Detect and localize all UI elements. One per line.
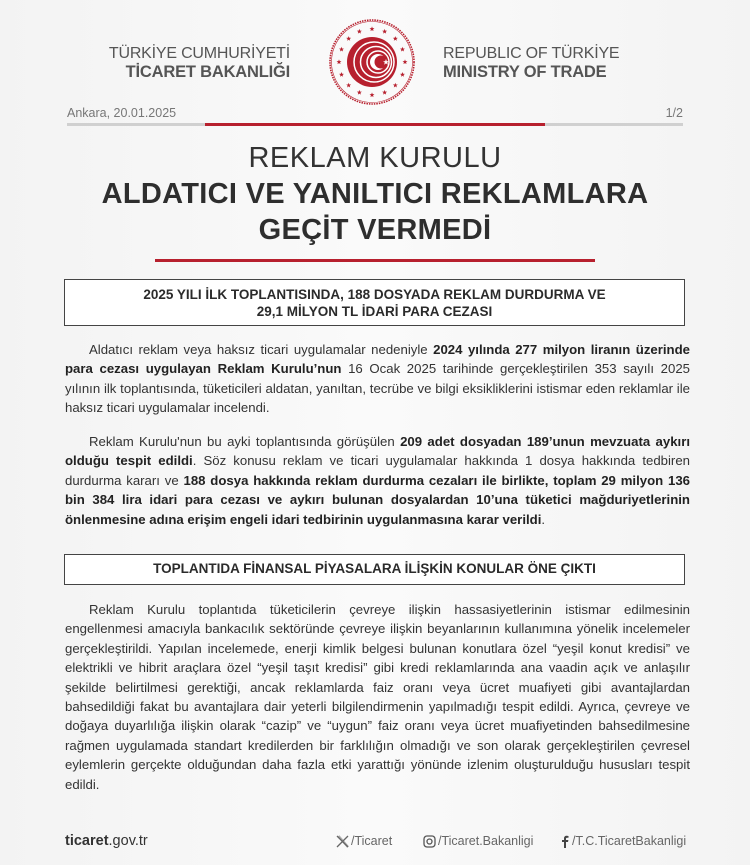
social-x-link[interactable] [336, 834, 392, 848]
emblem-star-icon [393, 83, 398, 88]
social-instagram-label: /Ticaret.Bakanligi [438, 834, 534, 848]
emblem-star-icon [337, 59, 342, 64]
header-ministry-tr: TİCARET BAKANLIĞI [125, 63, 290, 81]
social-facebook-label: /T.C.TicaretBakanligi [572, 834, 687, 848]
header-turkish-name [109, 44, 290, 82]
emblem-star-icon [382, 29, 387, 34]
paragraph-1-bold: 2024 yılında 277 milyon liranın üzerinde para cezası uygulayan Reklam Kurulu’nun [65, 342, 690, 377]
emblem-star-icon [339, 47, 344, 52]
emblem-star-icon [393, 36, 398, 41]
emblem-star-icon [357, 29, 362, 34]
emblem-star-icon [370, 26, 375, 31]
section-heading-1-line1: 2025 YILI İLK TOPLANTISINDA, 188 DOSYADA REKLAM DURDURMA VE [143, 287, 606, 302]
x-icon [336, 835, 349, 848]
emblem-star-icon [346, 36, 351, 41]
header-ministry-en: MINISTRY OF TRADE [443, 63, 607, 81]
emblem-star-icon [403, 59, 408, 64]
paragraph-2-text-a: Reklam Kurulu'nun bu ayki toplantısında görüşülen [89, 434, 401, 449]
header-english-name [443, 44, 619, 82]
facebook-icon [560, 835, 570, 848]
paragraph-2-text-c: . [541, 511, 546, 527]
emblem-star-icon [339, 72, 344, 77]
page-number: 1/2 [665, 106, 683, 120]
header-republic-en: REPUBLIC OF TÜRKİYE [443, 45, 620, 62]
section-heading-1-line2: 29,1 MİLYON TL İDARİ PARA CEZASI [256, 304, 493, 319]
instagram-icon [423, 835, 436, 848]
paragraph-2-text-b: . Söz konusu reklam ve ticari uygulamalar hakkında 1 dosya hakkında tedbiren durdurma kararı ve [65, 453, 690, 488]
social-facebook-link[interactable] [560, 834, 686, 848]
press-date: Ankara, 20.01.2025 [67, 106, 177, 120]
website-name-bold: ticaret [65, 833, 109, 849]
header-republic-tr: TÜRKİYE CUMHURİYETİ [108, 45, 290, 62]
emblem-star-icon [400, 72, 405, 77]
page-title [0, 176, 750, 248]
title-divider [155, 259, 595, 262]
emblem-star-icon [400, 47, 405, 52]
ministry-emblem-icon [328, 18, 416, 106]
paragraph-1 [65, 340, 690, 418]
emblem-star-icon [357, 90, 362, 95]
header-accent-divider [205, 123, 545, 126]
paragraph-2-bold-a: 209 adet dosyadan 189’unun mevzuata aykırı olduğu tespit edildi [65, 434, 690, 469]
website-link[interactable] [65, 833, 148, 849]
website-domain: .gov.tr [108, 833, 148, 849]
paragraph-2-bold-b: 188 dosya hakkında reklam durdurma cezaları ile birlikte, toplam 29 milyon 136 bin 384 lira idari para cezası ve aykırı bulunan dosyalardan 10’una tüketici mağduriyetlerinin önlenmesine adına erişim engeli idari tedbirinin uygulanmasına karar verildi [65, 472, 690, 527]
page-title-line1: ALDATICI VE YANILTICI REKLAMLARA [101, 178, 649, 210]
section-heading-1 [64, 279, 685, 326]
social-x-label: /Ticaret [351, 834, 393, 848]
emblem-star-icon [370, 92, 375, 97]
emblem-star-icon [346, 83, 351, 88]
section-heading-2: TOPLANTIDA FİNANSAL PİYASALARA İLİŞKİN KONULAR ÖNE ÇIKTI [64, 554, 685, 585]
paragraph-3: Reklam Kurulu toplantıda tüketicilerin çevreye ilişkin hassasiyetlerinin istismar edilmesinin engellenmesi amacıyla bankacılık sektöründe çevreye ilişkin beyanlarının kullanımına yönelik incelemeler gerçekleştirildi. Yapılan incelemede, enerji kimlik belgesi bulunan konutlara özel “yeşil konut kredisi” ve elektrikli ve hibrit araçlara özel “yeşil taşıt kredisi” gibi kredi reklamlarında ana vaadin açık ve anlaşılır şekilde belirtilmesi gerektiği, ancak reklamlarda faiz oranı veya ücret muafiyeti gibi avantajlardan bahsedildiği fakat bu avantajlara dair yeterli bilgilendirmenin yapılmadığı tespit edildi. Ayrıca, çevreye ve doğaya duyarlılığa ilişkin olarak “cazip” ve “uygun” faiz oranı veya ücret muafiyetinden bahsedilmesine rağmen uygulamada standart kredilerden bir farklılığın olmadığı ve son olarak gerçekleştirilen çevresel eylemlerin gerçekte olduğundan daha fazla etki yarattığı yönünde izlenim oluşturulduğu hususları tespit edildi. [65, 602, 690, 792]
social-instagram-link[interactable] [423, 834, 533, 848]
title-subheading: REKLAM KURULU [248, 142, 502, 174]
paragraph-1-text-a: Aldatıcı reklam veya haksız ticari uygulamalar nedeniyle [89, 342, 434, 357]
paragraph-2 [65, 432, 690, 529]
emblem-star-icon [382, 90, 387, 95]
page-title-line2: GEÇİT VERMEDİ [258, 214, 492, 246]
paragraph-1-text-b: 16 Ocak 2025 tarihinde gerçekleştirilen 353 sayılı 2025 yılının ilk toplantısında, tüketicileri aldatan, yanıltan, tecrübe ve bilgi eksikliklerini istismar eden reklamlar ile haksız ticari uygulamalar incelendi. [65, 361, 690, 416]
